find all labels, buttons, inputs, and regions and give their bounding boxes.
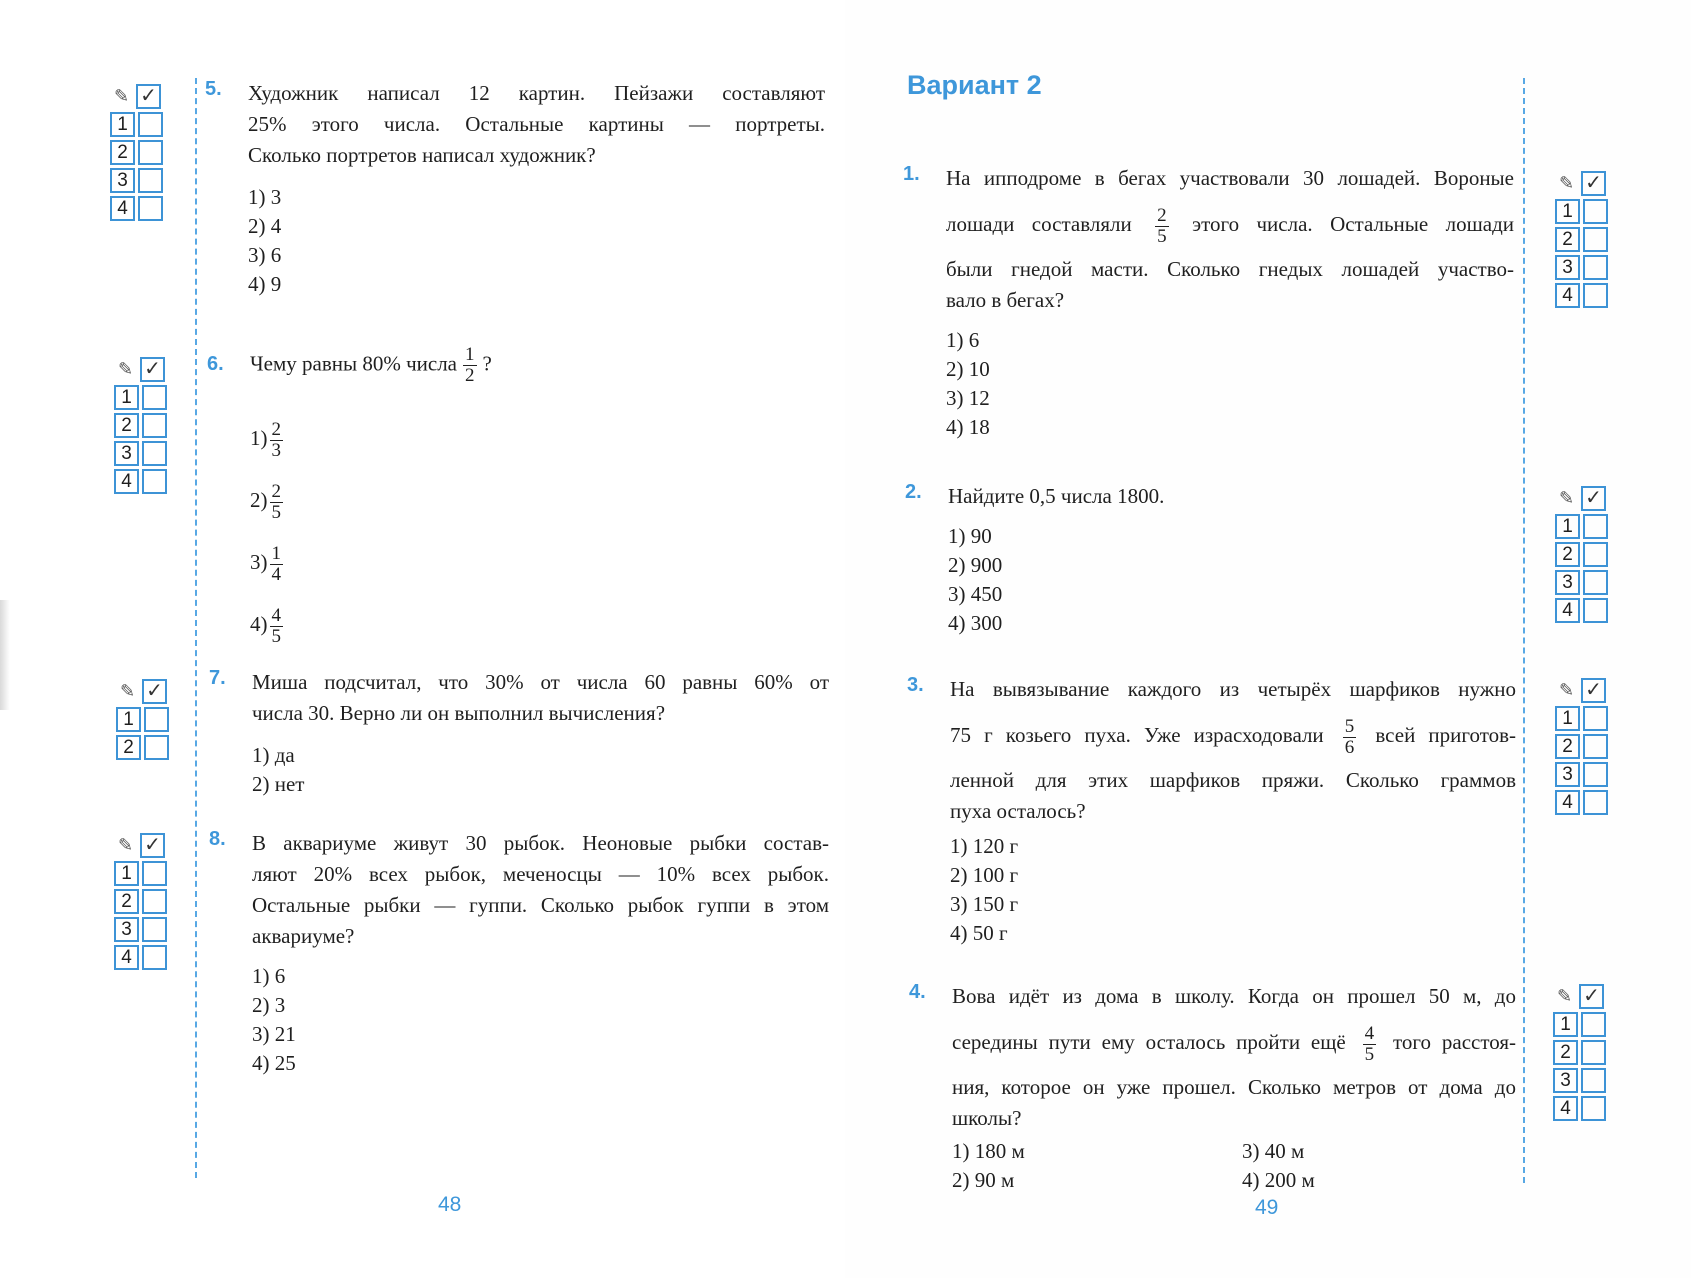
answer-cell[interactable] bbox=[1583, 790, 1608, 815]
fraction: $\frac{4}{5}$ bbox=[1364, 1022, 1375, 1065]
answer-cell[interactable] bbox=[138, 112, 163, 137]
task-text bbox=[252, 828, 829, 952]
task-number: 2. bbox=[905, 481, 922, 503]
answer-cell[interactable] bbox=[142, 861, 167, 886]
answer-grid-task-5 bbox=[110, 82, 166, 222]
answer-number: 2 bbox=[1553, 1040, 1578, 1065]
answer-number: 1 bbox=[1555, 706, 1580, 731]
task-line: Художник написал 12 картин. Пейзажи составляют bbox=[248, 81, 825, 105]
answer-options bbox=[248, 183, 281, 299]
answer-number: 3 bbox=[110, 168, 135, 193]
task-text bbox=[948, 481, 1164, 512]
task-line: Найдите 0,5 числа 1800. bbox=[948, 484, 1165, 508]
task-text bbox=[950, 674, 1516, 827]
option: 2) 10 bbox=[946, 357, 990, 381]
answer-grid-task-r1 bbox=[1555, 169, 1611, 309]
answer-number: 4 bbox=[114, 945, 139, 970]
pencil-icon: ✎ bbox=[1558, 173, 1575, 193]
answer-number: 1 bbox=[1553, 1012, 1578, 1037]
pencil-icon: ✎ bbox=[1558, 680, 1575, 700]
task-line: 75 г козьего пуха. Уже израсходовали $\frac{5}{6}$ всей приготов- bbox=[950, 715, 1517, 758]
answer-cell[interactable] bbox=[1581, 1040, 1606, 1065]
option: 1) 180 м bbox=[952, 1139, 1025, 1163]
answer-number: 3 bbox=[1553, 1068, 1578, 1093]
page-number: 48 bbox=[438, 1193, 462, 1216]
check-box[interactable]: ✓ bbox=[140, 833, 165, 858]
task-number: 5. bbox=[205, 78, 222, 100]
answer-cell[interactable] bbox=[1581, 1068, 1606, 1093]
answer-number: 2 bbox=[1555, 734, 1580, 759]
right-page bbox=[845, 0, 1691, 1278]
answer-cell[interactable] bbox=[1581, 1096, 1606, 1121]
option: 2) 4 bbox=[248, 214, 282, 238]
answer-number: 2 bbox=[1555, 542, 1580, 567]
task-number: 8. bbox=[209, 828, 226, 850]
task-line: Миша подсчитал, что 30% от числа 60 равны 60% от bbox=[252, 670, 829, 694]
answer-grid-task-7 bbox=[116, 677, 172, 761]
answer-number: 2 bbox=[114, 413, 139, 438]
answer-number: 2 bbox=[116, 735, 141, 760]
task-line: пуха осталось? bbox=[950, 799, 1086, 823]
answer-number: 1 bbox=[1555, 514, 1580, 539]
task-number: 6. bbox=[207, 353, 224, 375]
option: 4) 50 г bbox=[950, 921, 1008, 945]
answer-number: 2 bbox=[114, 889, 139, 914]
task-number: 7. bbox=[209, 667, 226, 689]
answer-cell[interactable] bbox=[1581, 1012, 1606, 1037]
fraction: $\frac{5}{6}$ bbox=[1344, 715, 1355, 758]
task-line: Чему равны 80% числа bbox=[250, 351, 458, 376]
pencil-icon: ✎ bbox=[119, 681, 136, 701]
answer-grid-task-r2 bbox=[1555, 484, 1611, 624]
answer-number: 4 bbox=[1555, 283, 1580, 308]
fraction: $\frac{2}{5}$ bbox=[1157, 204, 1167, 247]
option: 2) 900 bbox=[948, 553, 1003, 577]
answer-cell[interactable] bbox=[1583, 598, 1608, 623]
answer-options bbox=[946, 326, 990, 442]
answer-cell[interactable] bbox=[1583, 706, 1608, 731]
check-box[interactable]: ✓ bbox=[142, 679, 167, 704]
task-number: 4. bbox=[909, 981, 926, 1003]
option: 4) 200 м bbox=[1242, 1168, 1315, 1192]
answer-number: 2 bbox=[110, 140, 135, 165]
option: 3) 450 bbox=[948, 582, 1003, 606]
left-page bbox=[0, 0, 845, 1278]
answer-cell[interactable] bbox=[1583, 762, 1608, 787]
option: 3) $\frac{1}{4}$ bbox=[250, 542, 281, 585]
answer-number: 4 bbox=[110, 196, 135, 221]
answer-cell[interactable] bbox=[144, 735, 169, 760]
answer-number: 3 bbox=[1555, 255, 1580, 280]
check-box[interactable]: ✓ bbox=[1581, 678, 1606, 703]
option: 2) 90 м bbox=[952, 1168, 1015, 1192]
task-text bbox=[946, 163, 1514, 316]
task-line: 25% этого числа. Остальные картины — портреты. bbox=[248, 112, 825, 136]
task-text: Чему равны 80% числа $\frac{1}{2}$ ? bbox=[250, 344, 492, 386]
answer-cell[interactable] bbox=[1583, 255, 1608, 280]
task-line: Остальные рыбки — гуппи. Сколько рыбок гуппи в этом bbox=[252, 893, 829, 917]
answer-cell[interactable] bbox=[1583, 227, 1608, 252]
answer-cell[interactable] bbox=[1583, 734, 1608, 759]
task-line: середины пути ему осталось пройти ещё $\frac{4}{5}$ того расстоя- bbox=[952, 1022, 1517, 1065]
page-edge-shadow bbox=[0, 600, 10, 710]
answer-options bbox=[950, 832, 1018, 948]
task-number: 1. bbox=[903, 163, 920, 185]
task-text bbox=[952, 981, 1516, 1134]
variant-title: Вариант 2 bbox=[907, 70, 1042, 100]
option: 4) 18 bbox=[946, 415, 990, 439]
task-line: аквариуме? bbox=[252, 924, 355, 948]
fraction: $\frac{1}{2}$ bbox=[465, 344, 475, 386]
task-line: числа 30. Верно ли он выполнил вычисления? bbox=[252, 701, 666, 725]
option: 2) 100 г bbox=[950, 863, 1019, 887]
answer-number: 1 bbox=[116, 707, 141, 732]
answer-grid-task-8 bbox=[114, 831, 170, 971]
answer-number: 4 bbox=[1555, 790, 1580, 815]
answer-number: 2 bbox=[1555, 227, 1580, 252]
answer-number: 3 bbox=[1555, 570, 1580, 595]
answer-cell[interactable] bbox=[142, 917, 167, 942]
task-number: 3. bbox=[907, 674, 924, 696]
margin-dashed-line bbox=[195, 78, 197, 1178]
option: 3) 40 м bbox=[1242, 1139, 1305, 1163]
answer-options bbox=[252, 962, 296, 1078]
answer-options bbox=[952, 1137, 1442, 1195]
task-line: На ипподроме в бегах участвовали 30 лошадей. Вороные bbox=[946, 166, 1514, 190]
option: 2) 3 bbox=[252, 993, 286, 1017]
task-text bbox=[252, 667, 829, 729]
answer-number: 3 bbox=[1555, 762, 1580, 787]
check-box[interactable]: ✓ bbox=[1581, 171, 1606, 196]
answer-grid-task-6 bbox=[114, 355, 170, 495]
pencil-icon: ✎ bbox=[117, 835, 134, 855]
option: 1) $\frac{2}{3}$ bbox=[250, 418, 281, 461]
check-box[interactable]: ✓ bbox=[140, 357, 165, 382]
answer-number: 1 bbox=[114, 385, 139, 410]
task-text bbox=[248, 78, 825, 171]
answer-cell[interactable] bbox=[142, 469, 167, 494]
option: 3) 150 г bbox=[950, 892, 1019, 916]
answer-cell[interactable] bbox=[1583, 514, 1608, 539]
task-line: ленной для этих шарфиков пряжи. Сколько граммов bbox=[950, 768, 1516, 792]
task-line: вало в бегах? bbox=[946, 288, 1065, 312]
answer-options bbox=[252, 741, 304, 799]
answer-grid-task-r3 bbox=[1555, 676, 1611, 816]
option: 2) $\frac{2}{5}$ bbox=[250, 480, 281, 523]
task-line: ния, которое он уже прошел. Сколько метров от дома до bbox=[952, 1075, 1516, 1099]
answer-number: 4 bbox=[114, 469, 139, 494]
answer-cell[interactable] bbox=[138, 140, 163, 165]
answer-cell[interactable] bbox=[142, 385, 167, 410]
task-line: были гнедой масти. Сколько гнедых лошадей участво- bbox=[946, 257, 1514, 281]
option: 4) $\frac{4}{5}$ bbox=[250, 604, 281, 647]
task-line: школы? bbox=[952, 1106, 1022, 1130]
option: 2) нет bbox=[252, 772, 305, 796]
answer-cell[interactable] bbox=[1583, 570, 1608, 595]
answer-grid-task-r4 bbox=[1553, 982, 1609, 1122]
task-line: лошади составляли $\frac{2}{5}$ этого числа. Остальные лошади bbox=[946, 204, 1515, 247]
option: 4) 25 bbox=[252, 1051, 296, 1075]
option: 1) 3 bbox=[248, 185, 282, 209]
answer-cell[interactable] bbox=[142, 889, 167, 914]
answer-cell[interactable] bbox=[142, 413, 167, 438]
answer-cell[interactable] bbox=[138, 196, 163, 221]
task-line: Вова идёт из дома в школу. Когда он прошел 50 м, до bbox=[952, 984, 1516, 1008]
answer-number: 3 bbox=[114, 917, 139, 942]
option: 4) 9 bbox=[248, 272, 282, 296]
answer-cell[interactable] bbox=[1583, 542, 1608, 567]
check-box[interactable]: ✓ bbox=[136, 84, 161, 109]
option: 1) да bbox=[252, 743, 295, 767]
option: 3) 21 bbox=[252, 1022, 296, 1046]
page-number: 49 bbox=[1255, 1196, 1279, 1219]
task-line: На вывязывание каждого из четырёх шарфиков нужно bbox=[950, 677, 1516, 701]
option: 1) 6 bbox=[252, 964, 286, 988]
margin-dashed-line bbox=[1523, 78, 1525, 1183]
answer-number: 3 bbox=[114, 441, 139, 466]
answer-options bbox=[250, 407, 289, 655]
option: 3) 12 bbox=[946, 386, 990, 410]
pencil-icon: ✎ bbox=[1558, 488, 1575, 508]
task-line: ляют 20% всех рыбок, меченосцы — 10% всех рыбок. bbox=[252, 862, 829, 886]
answer-cell[interactable] bbox=[142, 441, 167, 466]
check-box[interactable]: ✓ bbox=[1579, 984, 1604, 1009]
answer-cell[interactable] bbox=[144, 707, 169, 732]
task-line: Сколько портретов написал художник? bbox=[248, 143, 596, 167]
answer-cell[interactable] bbox=[1583, 199, 1608, 224]
answer-number: 1 bbox=[1555, 199, 1580, 224]
task-line: В аквариуме живут 30 рыбок. Неоновые рыбки состав- bbox=[252, 831, 829, 855]
answer-cell[interactable] bbox=[1583, 283, 1608, 308]
answer-number: 4 bbox=[1555, 598, 1580, 623]
answer-number: 1 bbox=[114, 861, 139, 886]
option: 1) 6 bbox=[946, 328, 980, 352]
option: 1) 90 bbox=[948, 524, 992, 548]
option: 3) 6 bbox=[248, 243, 282, 267]
answer-number: 4 bbox=[1553, 1096, 1578, 1121]
answer-options bbox=[948, 522, 1002, 638]
option: 1) 120 г bbox=[950, 834, 1019, 858]
pencil-icon: ✎ bbox=[113, 86, 130, 106]
pencil-icon: ✎ bbox=[1556, 986, 1573, 1006]
answer-cell[interactable] bbox=[142, 945, 167, 970]
pencil-icon: ✎ bbox=[117, 359, 134, 379]
answer-number: 1 bbox=[110, 112, 135, 137]
answer-cell[interactable] bbox=[138, 168, 163, 193]
option: 4) 300 bbox=[948, 611, 1003, 635]
check-box[interactable]: ✓ bbox=[1581, 486, 1606, 511]
